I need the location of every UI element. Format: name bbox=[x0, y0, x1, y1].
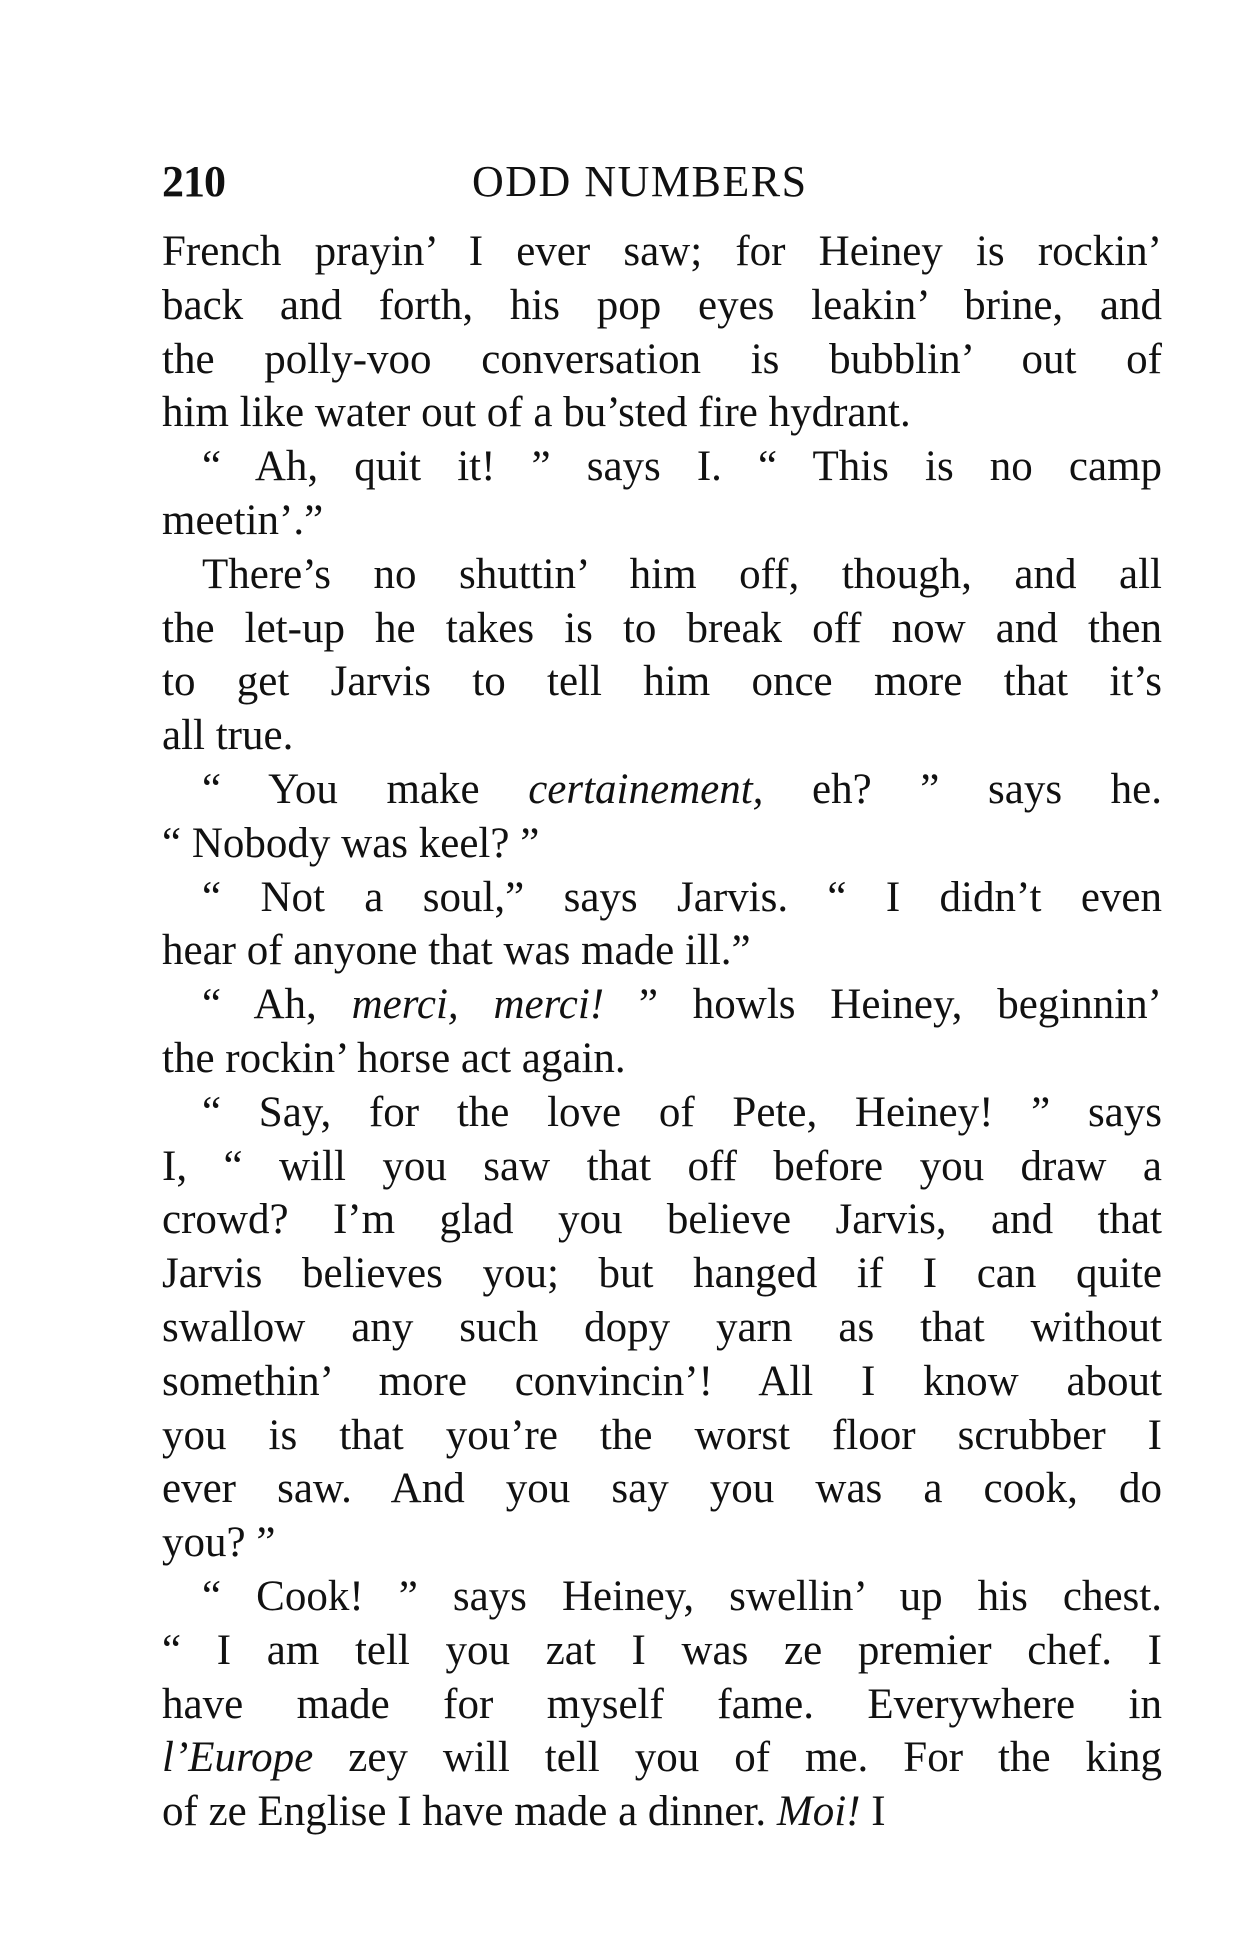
text-line bbox=[162, 1355, 1162, 1409]
text-segment: French prayin’ I ever saw; for Heiney is rockin’ bbox=[162, 228, 1162, 275]
text-segment: the let-up he takes is to break off now and then bbox=[162, 604, 1162, 652]
text-line bbox=[162, 1731, 1162, 1785]
text-segment: all true. bbox=[162, 712, 294, 760]
text-line bbox=[162, 1409, 1162, 1463]
italic-text: Moi! bbox=[776, 1788, 861, 1836]
page-number: 210 bbox=[162, 157, 225, 206]
text-segment: meetin’.” bbox=[162, 496, 324, 544]
page-header bbox=[162, 152, 1162, 212]
body-text bbox=[162, 225, 1162, 1839]
text-line bbox=[162, 1193, 1162, 1247]
text-segment: hear of anyone that was made ill.” bbox=[162, 927, 751, 975]
text-line bbox=[162, 386, 1162, 440]
running-title: ODD NUMBERS bbox=[472, 157, 808, 206]
text-line bbox=[162, 225, 1162, 279]
text-segment: “ Not a soul,” says Jarvis. “ I didn’t even bbox=[202, 873, 1162, 921]
text-segment: “ I am tell you zat I was ze premier chef. I bbox=[162, 1626, 1162, 1674]
text-segment: zey will tell you of me. For the king bbox=[313, 1734, 1162, 1782]
text-line bbox=[162, 1032, 1162, 1086]
text-line bbox=[162, 602, 1162, 656]
text-line bbox=[162, 1247, 1162, 1301]
text-line bbox=[162, 1140, 1162, 1194]
text-line bbox=[162, 1516, 1162, 1570]
text-line bbox=[162, 548, 1162, 602]
text-line bbox=[162, 871, 1162, 925]
text-segment: I bbox=[860, 1788, 886, 1836]
text-line bbox=[162, 1570, 1162, 1624]
text-segment: you? ” bbox=[162, 1519, 276, 1567]
text-segment: Jarvis believes you; but hanged if I can quite bbox=[162, 1250, 1162, 1298]
text-segment: ” howls Heiney, beginnin’ bbox=[604, 981, 1162, 1029]
text-line bbox=[162, 440, 1162, 494]
text-segment: him like water out of a bu’sted fire hydrant. bbox=[162, 389, 911, 437]
text-line bbox=[162, 709, 1162, 763]
text-segment: the polly-voo conversation is bubblin’ out of bbox=[162, 335, 1162, 383]
text-line bbox=[162, 279, 1162, 333]
text-segment: to get Jarvis to tell him once more that it’s bbox=[162, 658, 1162, 706]
text-segment: “ Cook! ” says Heiney, swellin’ up his chest. bbox=[202, 1572, 1162, 1620]
text-segment: have made for myself fame. Everywhere in bbox=[162, 1680, 1162, 1728]
text-segment: somethin’ more convincin’! All I know about bbox=[162, 1357, 1162, 1405]
italic-text: certainement, bbox=[528, 765, 764, 813]
text-segment: back and forth, his pop eyes leakin’ brine, and bbox=[162, 281, 1162, 329]
text-line bbox=[162, 924, 1162, 978]
text-segment: “ You make bbox=[202, 765, 529, 813]
text-segment: the rockin’ horse act again. bbox=[162, 1034, 626, 1082]
italic-text: l’Europe bbox=[162, 1734, 314, 1782]
text-line bbox=[162, 1624, 1162, 1678]
text-segment: you is that you’re the worst floor scrubber I bbox=[162, 1411, 1162, 1459]
italic-text: merci, merci! bbox=[351, 981, 605, 1029]
text-line bbox=[162, 494, 1162, 548]
text-line bbox=[162, 1785, 1162, 1839]
text-line bbox=[162, 1462, 1162, 1516]
text-segment: “ Ah, quit it! ” says I. “ This is no camp bbox=[202, 443, 1162, 491]
text-segment: swallow any such dopy yarn as that without bbox=[162, 1303, 1162, 1351]
text-line bbox=[162, 978, 1162, 1032]
text-line bbox=[162, 763, 1162, 817]
text-segment: “ Ah, bbox=[202, 981, 352, 1029]
text-segment: “ Nobody was keel? ” bbox=[162, 819, 540, 867]
text-line bbox=[162, 817, 1162, 871]
text-segment: of ze Englise I have made a dinner. bbox=[162, 1788, 777, 1836]
text-line bbox=[162, 1678, 1162, 1732]
text-segment: crowd? I’m glad you believe Jarvis, and that bbox=[162, 1196, 1162, 1244]
text-segment: ever saw. And you say you was a cook, do bbox=[162, 1465, 1162, 1513]
text-line bbox=[162, 333, 1162, 387]
text-segment: There’s no shuttin’ him off, though, and all bbox=[202, 550, 1162, 598]
text-line bbox=[162, 1301, 1162, 1355]
text-segment: “ Say, for the love of Pete, Heiney! ” says bbox=[202, 1088, 1162, 1136]
text-line bbox=[162, 655, 1162, 709]
text-segment: eh? ” says he. bbox=[763, 765, 1162, 813]
text-segment: I, “ will you saw that off before you draw a bbox=[162, 1142, 1162, 1190]
text-line bbox=[162, 1086, 1162, 1140]
